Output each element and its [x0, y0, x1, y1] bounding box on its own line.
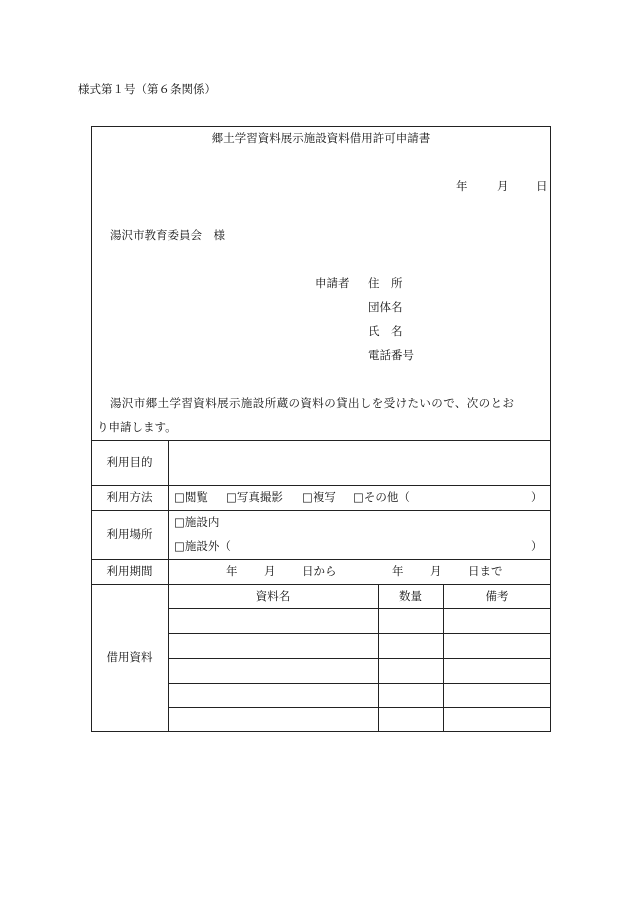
- material-qty-cell[interactable]: [380, 635, 441, 656]
- qty-column-rule: [378, 584, 379, 732]
- place-option-inside[interactable]: □施設内: [174, 515, 220, 529]
- material-name-cell[interactable]: [170, 635, 376, 656]
- row-rule: [91, 485, 551, 486]
- form-title: 郷土学習資料展示施設資料借用許可申請書: [211, 131, 431, 145]
- place-label: 利用場所: [106, 527, 153, 541]
- period-to-day[interactable]: 日まで: [468, 564, 503, 578]
- purpose-label: 利用目的: [106, 455, 153, 469]
- material-remarks-cell[interactable]: [445, 685, 549, 705]
- method-other-close: ）: [531, 490, 543, 504]
- materials-row-rule: [168, 633, 551, 634]
- material-remarks-cell[interactable]: [445, 610, 549, 631]
- material-name-cell[interactable]: [170, 685, 376, 705]
- statement-line-1: 湯沢市郷土学習資料展示施設所蔵の資料の貸出しを受けたいので、次のとお: [110, 396, 515, 410]
- materials-header-remarks: 備考: [485, 589, 509, 603]
- material-name-cell[interactable]: [170, 610, 376, 631]
- date-year[interactable]: 年: [456, 179, 468, 193]
- date-month[interactable]: 月: [497, 179, 509, 193]
- statement-line-2: り申請します。: [97, 420, 177, 434]
- remarks-column-rule: [443, 584, 444, 732]
- material-qty-cell[interactable]: [380, 709, 441, 730]
- material-remarks-cell[interactable]: [445, 709, 549, 730]
- address-label: 住 所: [368, 276, 403, 290]
- material-name-cell[interactable]: [170, 709, 376, 730]
- materials-row-rule: [168, 683, 551, 684]
- period-from-day[interactable]: 日から: [302, 564, 337, 578]
- method-label: 利用方法: [106, 490, 153, 504]
- place-outside-close: ）: [531, 539, 543, 553]
- phone-label: 電話番号: [368, 348, 414, 362]
- materials-header-rule: [168, 608, 551, 609]
- method-option-viewing[interactable]: □閲覧: [174, 490, 208, 504]
- material-remarks-cell[interactable]: [445, 635, 549, 656]
- applicant-label: 申請者: [315, 276, 350, 290]
- materials-header-qty: 数量: [399, 589, 422, 603]
- materials-header-name: 資料名: [255, 589, 291, 603]
- materials-label: 借用資料: [106, 650, 153, 664]
- form-number: 様式第１号（第６条関係）: [78, 82, 216, 96]
- period-to-month[interactable]: 月: [430, 564, 442, 578]
- material-qty-cell[interactable]: [380, 610, 441, 631]
- period-from-month[interactable]: 月: [264, 564, 276, 578]
- material-qty-cell[interactable]: [380, 685, 441, 705]
- period-to-year[interactable]: 年: [392, 564, 404, 578]
- materials-row-rule: [168, 658, 551, 659]
- row-rule: [91, 559, 551, 560]
- material-qty-cell[interactable]: [380, 660, 441, 681]
- method-option-copy[interactable]: □複写: [302, 490, 336, 504]
- group-name-label: 団体名: [368, 300, 403, 314]
- addressee: 湯沢市教育委員会 様: [110, 228, 225, 242]
- period-label: 利用期間: [106, 564, 153, 578]
- material-name-cell[interactable]: [170, 660, 376, 681]
- date-day[interactable]: 日: [536, 179, 548, 193]
- method-option-other[interactable]: □その他（: [353, 490, 410, 504]
- name-label: 氏 名: [368, 324, 403, 338]
- material-remarks-cell[interactable]: [445, 660, 549, 681]
- place-option-outside[interactable]: □施設外（: [174, 539, 231, 553]
- table-top-rule: [91, 440, 551, 441]
- purpose-field[interactable]: [170, 442, 548, 483]
- method-option-photo[interactable]: □写真撮影: [226, 490, 283, 504]
- row-rule: [91, 510, 551, 511]
- materials-row-rule: [168, 707, 551, 708]
- period-from-year[interactable]: 年: [226, 564, 238, 578]
- label-column-rule: [168, 440, 169, 732]
- row-rule: [91, 584, 551, 585]
